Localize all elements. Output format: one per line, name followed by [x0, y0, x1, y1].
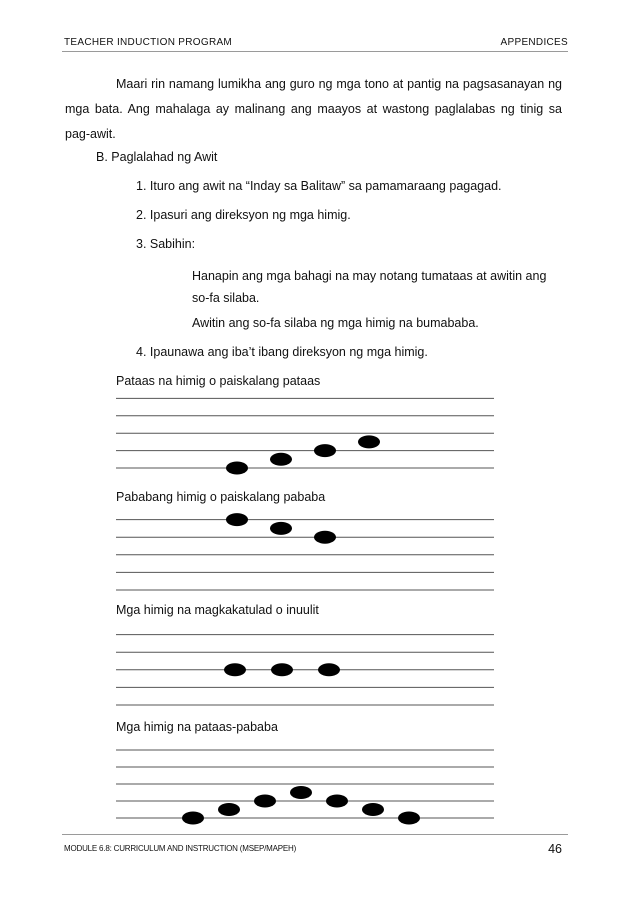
staff-ascending [116, 396, 496, 476]
note-head [398, 812, 420, 825]
example-caption-repeated: Mga himig na magkakatulad o inuulit [116, 603, 319, 617]
note-head [226, 462, 248, 475]
page-number: 46 [548, 842, 562, 856]
note-head [326, 795, 348, 808]
note-head [318, 663, 340, 676]
example-caption-ascending: Pataas na himig o paiskalang pataas [116, 374, 321, 388]
page-footer [62, 834, 568, 863]
page-header [62, 37, 568, 52]
note-head [218, 803, 240, 816]
note-head [182, 812, 204, 825]
footer-module-title: MODULE 6.8: CURRICULUM AND INSTRUCTION (MSEP/MAPEH) [64, 844, 297, 853]
note-head [271, 663, 293, 676]
note-head [362, 803, 384, 816]
note-head [314, 444, 336, 457]
note-head [270, 522, 292, 535]
sub-item: Awitin ang so-fa silaba ng mga himig na bumababa. [192, 316, 479, 330]
list-item: 3. Sabihin: [136, 237, 196, 251]
header-left-text: TEACHER INDUCTION PROGRAM [64, 37, 233, 48]
example-caption-descending: Pababang himig o paiskalang pababa [116, 490, 326, 504]
note-head [226, 513, 248, 526]
note-head [358, 435, 380, 448]
note-head [224, 663, 246, 676]
header-right-text: APPENDICES [500, 37, 568, 48]
list-item: 4. Ipaunawa ang iba’t ibang direksyon ng mga himig. [136, 345, 428, 359]
note-head [270, 453, 292, 466]
note-head [314, 531, 336, 544]
intro-paragraph: Maari rin namang lumikha ang guro ng mga tono at pantig na pagsasanayan ng mga bata. Ang mahalaga ay malinang ang maayos at wastong paglalabas ng tinig sa pag-awit. [65, 77, 562, 141]
list-item: 2. Ipasuri ang direksyon ng mga himig. [136, 208, 351, 222]
staff-repeated [116, 626, 496, 714]
section-heading: B. Paglalahad ng Awit [96, 150, 218, 164]
staff-descending [116, 512, 496, 592]
example-caption-up-down: Mga himig na pataas-pababa [116, 720, 278, 734]
staff-up-down [116, 744, 496, 828]
list-item: 1. Ituro ang awit na “Inday sa Balitaw” sa pamamaraang pagagad. [136, 179, 502, 193]
note-head [290, 786, 312, 799]
sub-item: Hanapin ang mga bahagi na may notang tumataas at awitin ang so-fa silaba. [192, 269, 547, 305]
note-head [254, 795, 276, 808]
